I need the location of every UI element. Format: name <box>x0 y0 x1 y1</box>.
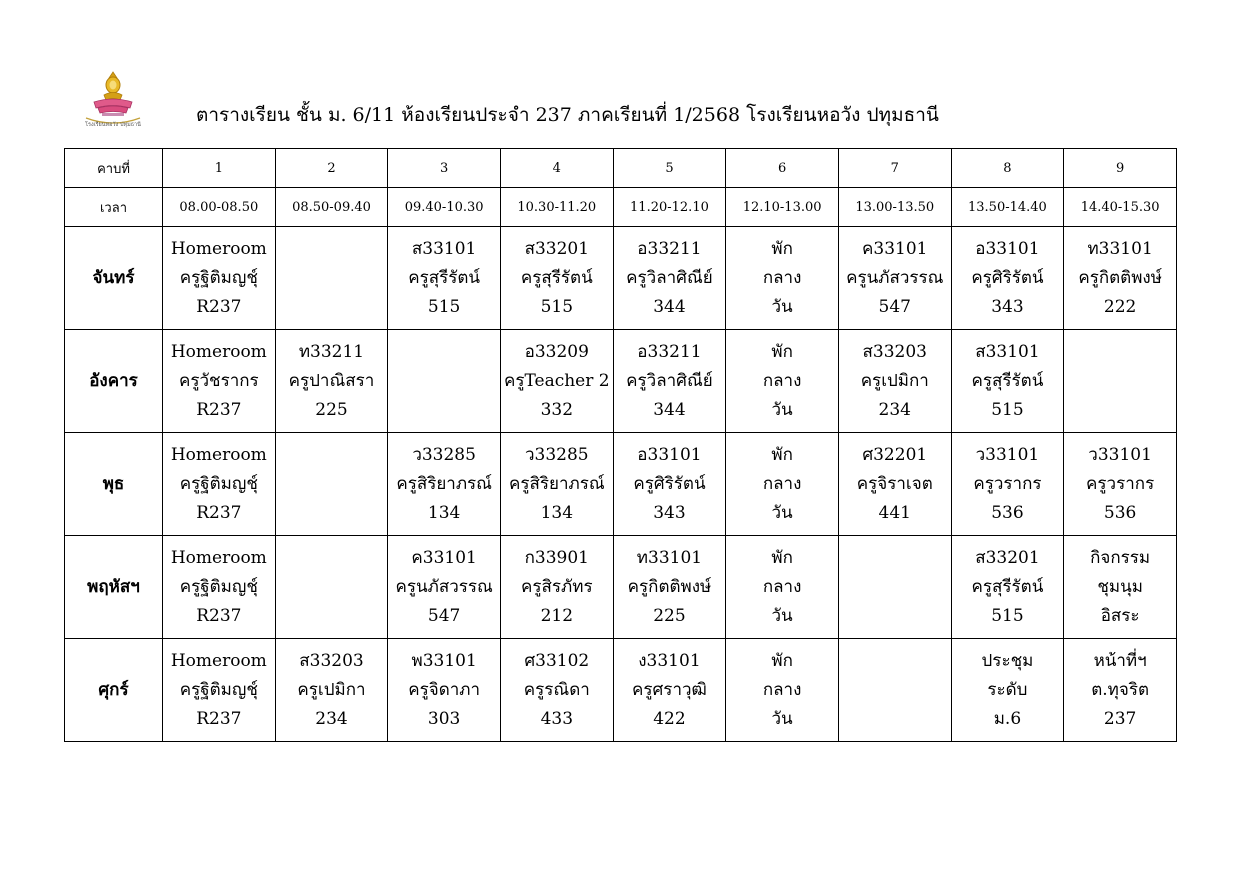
time-slot: 08.00-08.50 <box>163 188 276 227</box>
room-number: 515 <box>991 399 1024 420</box>
class-cell <box>163 330 276 433</box>
room-number: 332 <box>540 399 574 420</box>
room-number: 515 <box>540 296 574 317</box>
room-number: 212 <box>540 605 574 626</box>
emblem-crown <box>104 72 122 100</box>
period-number: 3 <box>388 149 501 188</box>
class-cell <box>275 639 388 742</box>
class-cell <box>500 536 613 639</box>
class-cell <box>613 330 726 433</box>
room-number: R237 <box>196 502 242 523</box>
teacher-name: ครูสุรีรัตน์ <box>971 576 1044 597</box>
class-cell <box>951 536 1064 639</box>
room-number: วัน <box>771 708 793 729</box>
time-slot: 11.20-12.10 <box>613 188 726 227</box>
subject-code: พัก <box>771 341 793 362</box>
subject-code: อ33211 <box>637 238 702 259</box>
day-name: พุธ <box>65 433 163 536</box>
school-emblem-icon <box>80 68 146 132</box>
teacher-name: ครูฐิติมญชุ์ <box>179 679 258 700</box>
day-row <box>65 227 1177 330</box>
class-cell <box>951 433 1064 536</box>
teacher-name: ครูกิตติพงษ์ <box>627 576 712 597</box>
teacher-name: ครูฐิติมญชุ์ <box>179 473 258 494</box>
teacher-name: กลาง <box>762 576 802 597</box>
class-cell <box>500 433 613 536</box>
room-number: 222 <box>1103 296 1137 317</box>
emblem-base <box>94 99 132 116</box>
class-cell <box>388 433 501 536</box>
teacher-name: ครูสุรีรัตน์ <box>520 267 593 288</box>
room-number: 234 <box>878 399 911 420</box>
class-cell <box>163 536 276 639</box>
class-cell <box>1064 639 1177 742</box>
teacher-name: ครูสิริยาภรณ์ <box>396 473 492 494</box>
time-slot: 13.00-13.50 <box>838 188 951 227</box>
page-title: ตารางเรียน ชั้น ม. 6/11 ห้องเรียนประจำ 237 ภาคเรียนที่ 1/2568 โรงเรียนหอวัง ปทุมธานี <box>196 104 939 126</box>
subject-code: พัก <box>771 238 793 259</box>
subject-code: ท33211 <box>298 341 365 362</box>
room-number: วัน <box>771 399 793 420</box>
day-name: อังคาร <box>65 330 163 433</box>
subject-code: ศ32201 <box>862 444 928 465</box>
period-number: 2 <box>275 149 388 188</box>
class-cell <box>951 330 1064 433</box>
class-cell <box>838 227 951 330</box>
room-number: 515 <box>427 296 461 317</box>
day-row <box>65 330 1177 433</box>
room-number: 343 <box>991 296 1024 317</box>
teacher-name: ครูเปมิกา <box>860 370 929 391</box>
class-cell <box>275 536 388 639</box>
subject-code: ส33203 <box>862 341 927 362</box>
subject-code: Homeroom <box>170 238 267 259</box>
teacher-name: ครูปาณิสรา <box>288 370 375 391</box>
room-number: 441 <box>878 502 911 523</box>
class-cell <box>163 639 276 742</box>
room-number: 344 <box>653 296 686 317</box>
room-number: 515 <box>991 605 1024 626</box>
subject-code: ประชุม <box>981 650 1034 671</box>
period-number: 8 <box>951 149 1064 188</box>
room-number: 547 <box>427 605 461 626</box>
class-cell <box>500 330 613 433</box>
teacher-name: กลาง <box>762 473 802 494</box>
subject-code: ส33201 <box>975 547 1040 568</box>
teacher-name: ครูสุรีรัตน์ <box>408 267 481 288</box>
room-number: 344 <box>653 399 686 420</box>
class-cell <box>838 433 951 536</box>
period-header-row <box>65 149 1177 188</box>
class-cell <box>1064 433 1177 536</box>
room-number: 303 <box>427 708 461 729</box>
subject-code: Homeroom <box>170 547 267 568</box>
subject-code: ท33101 <box>1087 238 1153 259</box>
teacher-name: ต.ทุจริต <box>1091 679 1150 700</box>
class-cell <box>726 227 839 330</box>
class-cell <box>163 433 276 536</box>
time-slot: 14.40-15.30 <box>1064 188 1177 227</box>
teacher-name: ครูจิดาภา <box>408 679 481 700</box>
teacher-name: ครูวิลาศิณีย์ <box>626 267 713 288</box>
period-number: 1 <box>163 149 276 188</box>
room-number: R237 <box>196 399 242 420</box>
room-number: 225 <box>653 605 686 626</box>
room-number: วัน <box>771 502 793 523</box>
teacher-name: ครูจิราเจต <box>856 473 933 494</box>
teacher-name: กลาง <box>762 267 802 288</box>
room-number: R237 <box>196 605 242 626</box>
room-number: 225 <box>315 399 348 420</box>
class-cell <box>388 227 501 330</box>
room-number: 134 <box>427 502 461 523</box>
teacher-name: ครูวรากร <box>1086 473 1155 494</box>
subject-code: อ33209 <box>524 341 589 362</box>
class-cell <box>726 536 839 639</box>
subject-code: ส33101 <box>411 238 477 259</box>
subject-code: พัก <box>771 547 793 568</box>
room-number: ม.6 <box>993 708 1022 729</box>
subject-code: พ33101 <box>411 650 477 671</box>
room-number: 433 <box>540 708 574 729</box>
day-name: จันทร์ <box>65 227 163 330</box>
teacher-name: ครูฐิติมญชุ์ <box>179 267 258 288</box>
class-cell <box>388 536 501 639</box>
period-label: คาบที่ <box>65 149 163 188</box>
room-number: R237 <box>196 296 242 317</box>
time-row <box>65 188 1177 227</box>
subject-code: อ33211 <box>637 341 702 362</box>
subject-code: ว33285 <box>524 444 589 465</box>
subject-code: อ33101 <box>975 238 1040 259</box>
class-cell <box>1064 536 1177 639</box>
room-number: 234 <box>315 708 348 729</box>
day-row <box>65 536 1177 639</box>
subject-code: พัก <box>771 444 793 465</box>
class-cell <box>726 433 839 536</box>
room-number: 422 <box>653 708 686 729</box>
class-cell <box>388 639 501 742</box>
teacher-name: ครูสิริยาภรณ์ <box>508 473 605 494</box>
class-cell <box>275 330 388 433</box>
teacher-name: ระดับ <box>987 679 1028 700</box>
subject-code: ส33101 <box>975 341 1040 362</box>
class-cell <box>838 536 951 639</box>
teacher-name: ครูศิริรัตน์ <box>633 473 706 494</box>
teacher-name: ครูฐิติมญชุ์ <box>179 576 258 597</box>
class-cell <box>1064 330 1177 433</box>
class-cell <box>275 433 388 536</box>
class-cell <box>500 639 613 742</box>
teacher-name: ชุมนุม <box>1097 576 1143 597</box>
teacher-name: ครูศิริรัตน์ <box>971 267 1044 288</box>
teacher-name: ครูวรากร <box>973 473 1042 494</box>
class-cell <box>951 227 1064 330</box>
subject-code: ส33203 <box>299 650 364 671</box>
day-name: พฤหัสฯ <box>65 536 163 639</box>
class-cell <box>275 227 388 330</box>
teacher-name: ครูวิลาศิณีย์ <box>626 370 713 391</box>
room-number: 237 <box>1103 708 1137 729</box>
subject-code: ค33101 <box>411 547 477 568</box>
subject-code: ศ33102 <box>524 650 590 671</box>
timetable <box>64 148 1177 742</box>
subject-code: Homeroom <box>170 650 267 671</box>
period-number: 6 <box>726 149 839 188</box>
subject-code: อ33101 <box>637 444 702 465</box>
period-number: 7 <box>838 149 951 188</box>
subject-code: ส33201 <box>524 238 590 259</box>
teacher-name: ครูนภัสวรรณ <box>846 267 944 288</box>
class-cell <box>613 639 726 742</box>
room-number: R237 <box>196 708 242 729</box>
subject-code: หน้าที่ฯ <box>1093 650 1147 671</box>
subject-code: Homeroom <box>170 444 267 465</box>
subject-code: ว33101 <box>1088 444 1152 465</box>
time-slot: 12.10-13.00 <box>726 188 839 227</box>
teacher-name: กลาง <box>762 370 802 391</box>
class-cell <box>613 536 726 639</box>
class-cell <box>163 227 276 330</box>
room-number: 134 <box>540 502 574 523</box>
teacher-name: ครูนภัสวรรณ <box>395 576 493 597</box>
teacher-name: กลาง <box>762 679 802 700</box>
teacher-name: ครูกิตติพงษ์ <box>1078 267 1162 288</box>
class-cell <box>726 639 839 742</box>
period-number: 9 <box>1064 149 1177 188</box>
subject-code: กิจกรรม <box>1090 547 1151 568</box>
class-cell <box>1064 227 1177 330</box>
subject-code: ว33101 <box>975 444 1040 465</box>
room-number: 547 <box>878 296 911 317</box>
class-cell <box>951 639 1064 742</box>
teacher-name: ครูสุรีรัตน์ <box>971 370 1044 391</box>
teacher-name: ครูรณิดา <box>523 679 590 700</box>
time-slot: 08.50-09.40 <box>275 188 388 227</box>
day-row <box>65 639 1177 742</box>
room-number: 536 <box>1103 502 1137 523</box>
teacher-name: ครูสิรภัทร <box>521 576 593 597</box>
room-number: วัน <box>771 296 793 317</box>
teacher-name: ครูศราวุฒิ <box>632 679 707 700</box>
subject-code: ง33101 <box>638 650 701 671</box>
teacher-name: ครูเปมิกา <box>297 679 366 700</box>
subject-code: ท33101 <box>636 547 703 568</box>
subject-code: พัก <box>771 650 793 671</box>
day-row <box>65 433 1177 536</box>
class-cell <box>613 433 726 536</box>
subject-code: ว33285 <box>412 444 476 465</box>
room-number: อิสระ <box>1100 605 1140 626</box>
room-number: วัน <box>771 605 793 626</box>
period-number: 5 <box>613 149 726 188</box>
room-number: 536 <box>991 502 1024 523</box>
time-slot: 09.40-10.30 <box>388 188 501 227</box>
time-slot: 10.30-11.20 <box>500 188 613 227</box>
day-name: ศุกร์ <box>65 639 163 742</box>
time-slot: 13.50-14.40 <box>951 188 1064 227</box>
class-cell <box>500 227 613 330</box>
period-number: 4 <box>500 149 613 188</box>
teacher-name: ครูวัชรากร <box>178 370 259 391</box>
teacher-name: ครูTeacher 2 <box>503 370 610 391</box>
class-cell <box>613 227 726 330</box>
class-cell <box>838 639 951 742</box>
subject-code: ก33901 <box>524 547 589 568</box>
class-cell <box>838 330 951 433</box>
subject-code: ค33101 <box>862 238 928 259</box>
time-label: เวลา <box>65 188 163 227</box>
class-cell <box>388 330 501 433</box>
class-cell <box>726 330 839 433</box>
subject-code: Homeroom <box>170 341 267 362</box>
emblem-caption: โรงเรียนหอวัง ปทุมธานี <box>85 122 141 128</box>
room-number: 343 <box>653 502 686 523</box>
